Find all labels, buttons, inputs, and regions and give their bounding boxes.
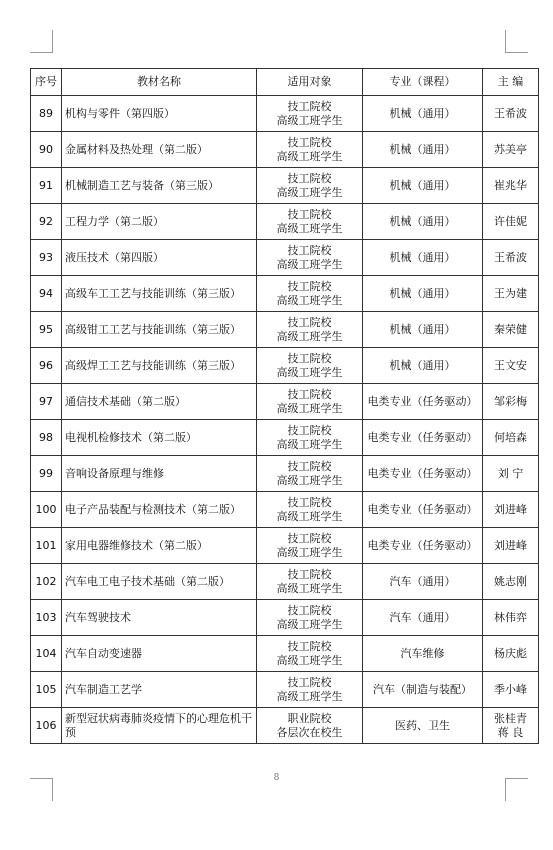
target-line: 高级工班学生 — [276, 653, 343, 667]
target-line: 技工院校 — [287, 459, 332, 473]
editor-name: 秦荣健 — [494, 322, 527, 336]
cell-textbook-name: 高级焊工工艺与技能训练（第三版） — [62, 348, 257, 384]
editor-name: 王为建 — [494, 286, 527, 300]
target-line: 高级工班学生 — [276, 473, 343, 487]
cell-target-audience — [257, 312, 363, 348]
cell-major-course: 机械（通用） — [363, 96, 483, 132]
table-row — [31, 348, 539, 384]
cell-chief-editor — [483, 420, 539, 456]
cell-major-course: 汽车（通用） — [363, 600, 483, 636]
table-row — [31, 636, 539, 672]
editor-name: 苏美亭 — [494, 142, 527, 156]
table-row — [31, 204, 539, 240]
cell-target-audience — [257, 168, 363, 204]
target-line: 高级工班学生 — [276, 257, 343, 271]
table-row — [31, 168, 539, 204]
editor-name: 蒋 良 — [497, 725, 524, 739]
editor-name: 何培森 — [494, 430, 527, 444]
cell-major-course: 电类专业（任务驱动） — [363, 420, 483, 456]
table-row — [31, 708, 539, 744]
target-line: 高级工班学生 — [276, 293, 343, 307]
cell-serial-number: 99 — [31, 456, 62, 492]
cell-serial-number: 96 — [31, 348, 62, 384]
cell-major-course: 机械（通用） — [363, 312, 483, 348]
target-line: 技工院校 — [287, 675, 332, 689]
table-row — [31, 96, 539, 132]
target-line: 技工院校 — [287, 279, 332, 293]
cell-textbook-name: 高级车工工艺与技能训练（第三版） — [62, 276, 257, 312]
cell-major-course: 电类专业（任务驱动） — [363, 384, 483, 420]
target-line: 高级工班学生 — [276, 185, 343, 199]
target-line: 高级工班学生 — [276, 329, 343, 343]
cell-serial-number: 92 — [31, 204, 62, 240]
cell-target-audience — [257, 348, 363, 384]
editor-name: 张桂青 — [494, 711, 527, 725]
cell-target-audience — [257, 240, 363, 276]
cell-textbook-name: 汽车自动变速器 — [62, 636, 257, 672]
table-row — [31, 528, 539, 564]
target-line: 高级工班学生 — [276, 221, 343, 235]
editor-name: 刘进峰 — [494, 538, 527, 552]
crop-mark-top-right — [505, 30, 528, 53]
cell-major-course: 机械（通用） — [363, 240, 483, 276]
target-line: 技工院校 — [287, 351, 332, 365]
cell-chief-editor — [483, 636, 539, 672]
target-line: 技工院校 — [287, 135, 332, 149]
cell-textbook-name: 汽车制造工艺学 — [62, 672, 257, 708]
cell-textbook-name: 音响设备原理与维修 — [62, 456, 257, 492]
cell-serial-number: 104 — [31, 636, 62, 672]
editor-name: 刘进峰 — [494, 502, 527, 516]
cell-target-audience — [257, 564, 363, 600]
target-line: 高级工班学生 — [276, 365, 343, 379]
editor-name: 崔兆华 — [494, 178, 527, 192]
editor-name: 季小峰 — [494, 682, 527, 696]
cell-target-audience — [257, 204, 363, 240]
cell-textbook-name: 机构与零件（第四版） — [62, 96, 257, 132]
target-line: 技工院校 — [287, 171, 332, 185]
header-serial-number: 序号 — [31, 69, 62, 96]
table-body — [31, 96, 539, 744]
cell-chief-editor — [483, 240, 539, 276]
target-line: 技工院校 — [287, 99, 332, 113]
cell-textbook-name: 机械制造工艺与装备（第三版） — [62, 168, 257, 204]
table-row — [31, 600, 539, 636]
cell-chief-editor — [483, 132, 539, 168]
target-line: 高级工班学生 — [276, 689, 343, 703]
cell-chief-editor — [483, 708, 539, 744]
cell-major-course: 电类专业（任务驱动） — [363, 492, 483, 528]
cell-textbook-name: 电视机检修技术（第二版） — [62, 420, 257, 456]
table-row — [31, 276, 539, 312]
cell-serial-number: 95 — [31, 312, 62, 348]
table-row — [31, 420, 539, 456]
target-line: 技工院校 — [287, 567, 332, 581]
cell-textbook-name: 汽车电工电子技术基础（第二版） — [62, 564, 257, 600]
cell-textbook-name: 汽车驾驶技术 — [62, 600, 257, 636]
cell-target-audience — [257, 600, 363, 636]
cell-serial-number: 100 — [31, 492, 62, 528]
target-line: 高级工班学生 — [276, 149, 343, 163]
cell-target-audience — [257, 672, 363, 708]
cell-serial-number: 98 — [31, 420, 62, 456]
cell-chief-editor — [483, 276, 539, 312]
target-line: 技工院校 — [287, 387, 332, 401]
header-chief-editor: 主 编 — [483, 69, 539, 96]
textbook-catalog-table — [30, 68, 539, 744]
cell-serial-number: 90 — [31, 132, 62, 168]
cell-serial-number: 94 — [31, 276, 62, 312]
cell-serial-number: 102 — [31, 564, 62, 600]
cell-textbook-name: 高级钳工工艺与技能训练（第三版） — [62, 312, 257, 348]
cell-major-course: 机械（通用） — [363, 132, 483, 168]
target-line: 职业院校 — [287, 711, 332, 725]
cell-textbook-name: 金属材料及热处理（第二版） — [62, 132, 257, 168]
target-line: 高级工班学生 — [276, 437, 343, 451]
cell-major-course: 电类专业（任务驱动） — [363, 456, 483, 492]
target-line: 技工院校 — [287, 243, 332, 257]
cell-chief-editor — [483, 456, 539, 492]
cell-chief-editor — [483, 384, 539, 420]
cell-chief-editor — [483, 528, 539, 564]
cell-major-course: 机械（通用） — [363, 276, 483, 312]
table-row — [31, 564, 539, 600]
target-line: 各层次在校生 — [276, 725, 343, 739]
cell-major-course: 医药、卫生 — [363, 708, 483, 744]
cell-major-course: 电类专业（任务驱动） — [363, 528, 483, 564]
cell-chief-editor — [483, 564, 539, 600]
editor-name: 姚志刚 — [494, 574, 527, 588]
target-line: 技工院校 — [287, 639, 332, 653]
crop-mark-top-left — [30, 30, 53, 53]
cell-textbook-name: 新型冠状病毒肺炎疫情下的心理危机干预 — [62, 708, 257, 744]
cell-serial-number: 103 — [31, 600, 62, 636]
cell-major-course: 汽车（通用） — [363, 564, 483, 600]
editor-name: 刘 宁 — [497, 466, 524, 480]
cell-chief-editor — [483, 312, 539, 348]
cell-major-course: 机械（通用） — [363, 348, 483, 384]
cell-target-audience — [257, 708, 363, 744]
cell-target-audience — [257, 636, 363, 672]
target-line: 技工院校 — [287, 423, 332, 437]
cell-chief-editor — [483, 492, 539, 528]
editor-name: 王希波 — [494, 106, 527, 120]
cell-serial-number: 106 — [31, 708, 62, 744]
target-line: 技工院校 — [287, 315, 332, 329]
editor-name: 林伟弈 — [494, 610, 527, 624]
target-line: 高级工班学生 — [276, 545, 343, 559]
target-line: 技工院校 — [287, 603, 332, 617]
cell-textbook-name: 通信技术基础（第二版） — [62, 384, 257, 420]
cell-serial-number: 101 — [31, 528, 62, 564]
cell-target-audience — [257, 96, 363, 132]
table-row — [31, 672, 539, 708]
table-row — [31, 240, 539, 276]
cell-serial-number: 105 — [31, 672, 62, 708]
cell-major-course: 汽车维修 — [363, 636, 483, 672]
cell-chief-editor — [483, 168, 539, 204]
cell-target-audience — [257, 276, 363, 312]
table-row — [31, 312, 539, 348]
cell-textbook-name: 家用电器维修技术（第二版） — [62, 528, 257, 564]
cell-chief-editor — [483, 348, 539, 384]
editor-name: 杨庆彪 — [494, 646, 527, 660]
target-line: 高级工班学生 — [276, 113, 343, 127]
target-line: 高级工班学生 — [276, 509, 343, 523]
target-line: 高级工班学生 — [276, 581, 343, 595]
cell-major-course: 机械（通用） — [363, 204, 483, 240]
cell-chief-editor — [483, 600, 539, 636]
target-line: 技工院校 — [287, 495, 332, 509]
cell-serial-number: 91 — [31, 168, 62, 204]
table-header-row — [31, 69, 539, 96]
cell-serial-number: 93 — [31, 240, 62, 276]
page-number: 8 — [273, 773, 280, 783]
editor-name: 邹彩梅 — [494, 394, 527, 408]
cell-target-audience — [257, 420, 363, 456]
cell-major-course: 汽车（制造与装配） — [363, 672, 483, 708]
cell-target-audience — [257, 528, 363, 564]
cell-serial-number: 89 — [31, 96, 62, 132]
table-row — [31, 456, 539, 492]
header-textbook-name: 教材名称 — [62, 69, 257, 96]
cell-target-audience — [257, 456, 363, 492]
cell-target-audience — [257, 132, 363, 168]
editor-name: 王文安 — [494, 358, 527, 372]
editor-name: 王希波 — [494, 250, 527, 264]
cell-textbook-name: 液压技术（第四版） — [62, 240, 257, 276]
target-line: 技工院校 — [287, 531, 332, 545]
cell-chief-editor — [483, 96, 539, 132]
cell-target-audience — [257, 492, 363, 528]
target-line: 技工院校 — [287, 207, 332, 221]
cell-textbook-name: 电子产品装配与检测技术（第二版） — [62, 492, 257, 528]
cell-textbook-name: 工程力学（第二版） — [62, 204, 257, 240]
table-row — [31, 384, 539, 420]
editor-name: 许佳妮 — [494, 214, 527, 228]
header-target-audience: 适用对象 — [257, 69, 363, 96]
target-line: 高级工班学生 — [276, 401, 343, 415]
cell-target-audience — [257, 384, 363, 420]
header-major-course: 专业（课程） — [363, 69, 483, 96]
table-row — [31, 492, 539, 528]
cell-chief-editor — [483, 672, 539, 708]
cell-chief-editor — [483, 204, 539, 240]
cell-major-course: 机械（通用） — [363, 168, 483, 204]
target-line: 高级工班学生 — [276, 617, 343, 631]
table-row — [31, 132, 539, 168]
cell-serial-number: 97 — [31, 384, 62, 420]
